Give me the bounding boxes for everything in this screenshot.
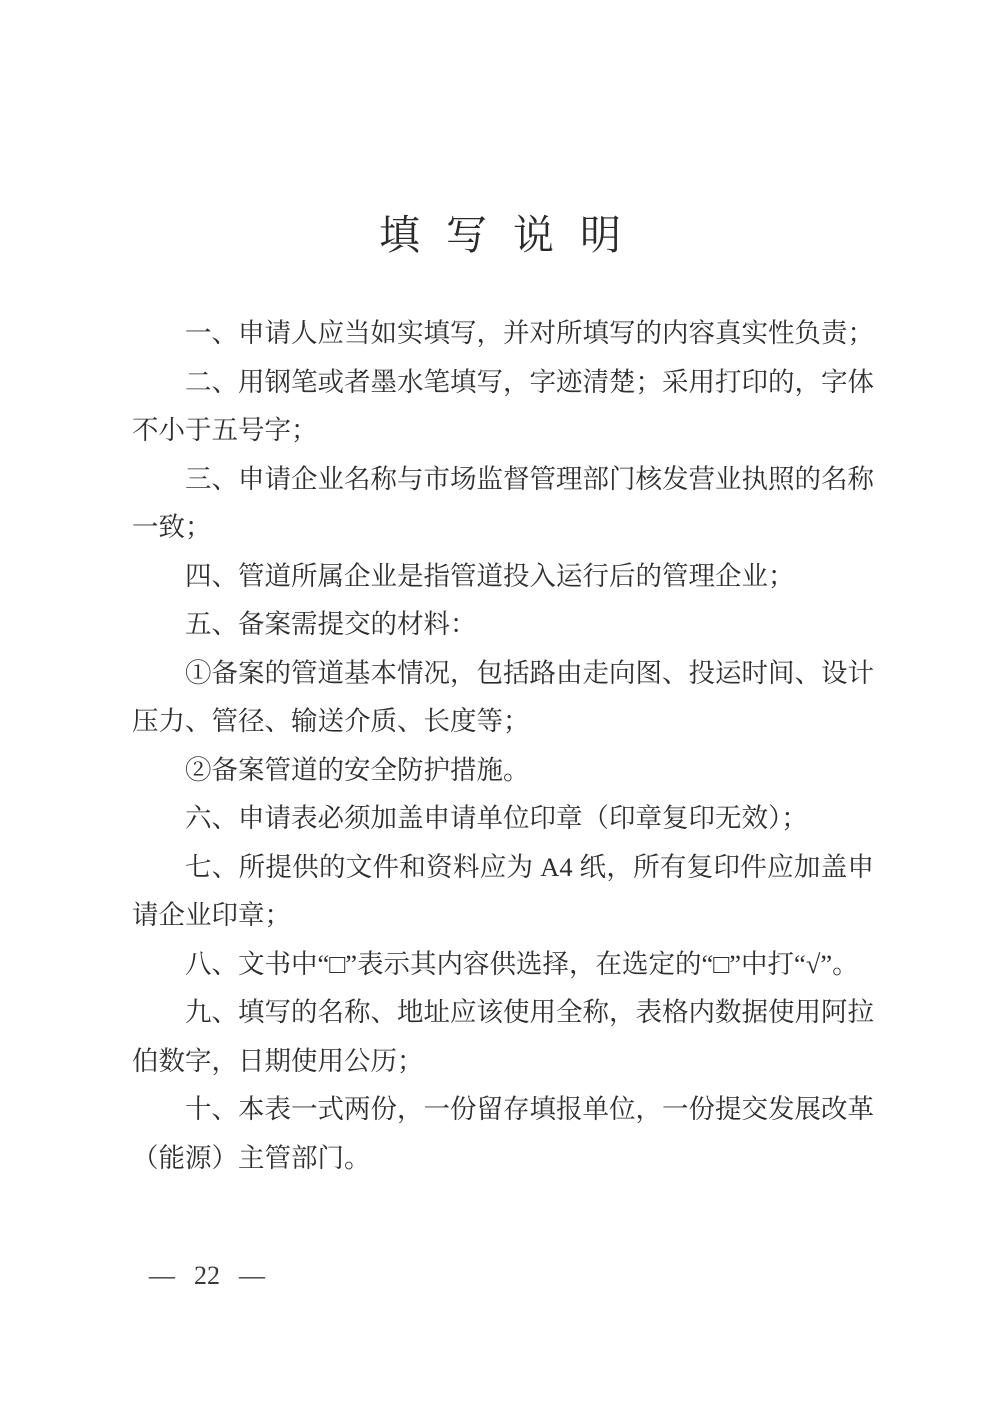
document-body <box>132 309 874 1182</box>
body-line: 一致； <box>132 512 212 542</box>
body-line: 九、填写的名称、地址应该使用全称，表格内数据使用阿拉 <box>185 997 874 1027</box>
body-line: 二、用钢笔或者墨水笔填写，字迹清楚；采用打印的，字体 <box>185 366 874 397</box>
body-line: 不小于五号字； <box>132 415 318 445</box>
body-line: 六、申请表必须加盖申请单位印章（印章复印无效）； <box>185 803 808 833</box>
footer-dash-right: — <box>239 1261 265 1290</box>
page-footer <box>149 1261 265 1291</box>
body-line: 三、申请企业名称与市场监督管理部门核发营业执照的名称 <box>185 463 874 494</box>
body-line: 请企业印章； <box>132 900 291 930</box>
document-title: 填写说明 <box>379 212 647 258</box>
body-line: 五、备案需提交的材料： <box>185 609 477 639</box>
body-line: （能源）主管部门。 <box>132 1142 371 1173</box>
body-line: 压力、管径、输送介质、长度等； <box>132 706 530 736</box>
body-line: ②备案管道的安全防护措施。 <box>185 754 530 785</box>
body-line: 四、管道所属企业是指管道投入运行后的管理企业； <box>185 560 795 591</box>
body-line: 七、所提供的文件和资料应为 A4 纸，所有复印件应加盖申 <box>185 851 874 882</box>
body-line: 八、文书中“□”表示其内容供选择，在选定的“□”中打“√”。 <box>185 948 859 979</box>
body-line: 十、本表一式两份，一份留存填报单位，一份提交发展改革 <box>185 1094 874 1124</box>
body-line: 伯数字，日期使用公历； <box>132 1045 424 1076</box>
page-number: 22 <box>194 1261 220 1290</box>
footer-dash-left: — <box>149 1261 175 1290</box>
body-line: 一、申请人应当如实填写，并对所填写的内容真实性负责； <box>185 318 874 348</box>
body-line: ①备案的管道基本情况，包括路由走向图、投运时间、设计 <box>185 657 874 688</box>
